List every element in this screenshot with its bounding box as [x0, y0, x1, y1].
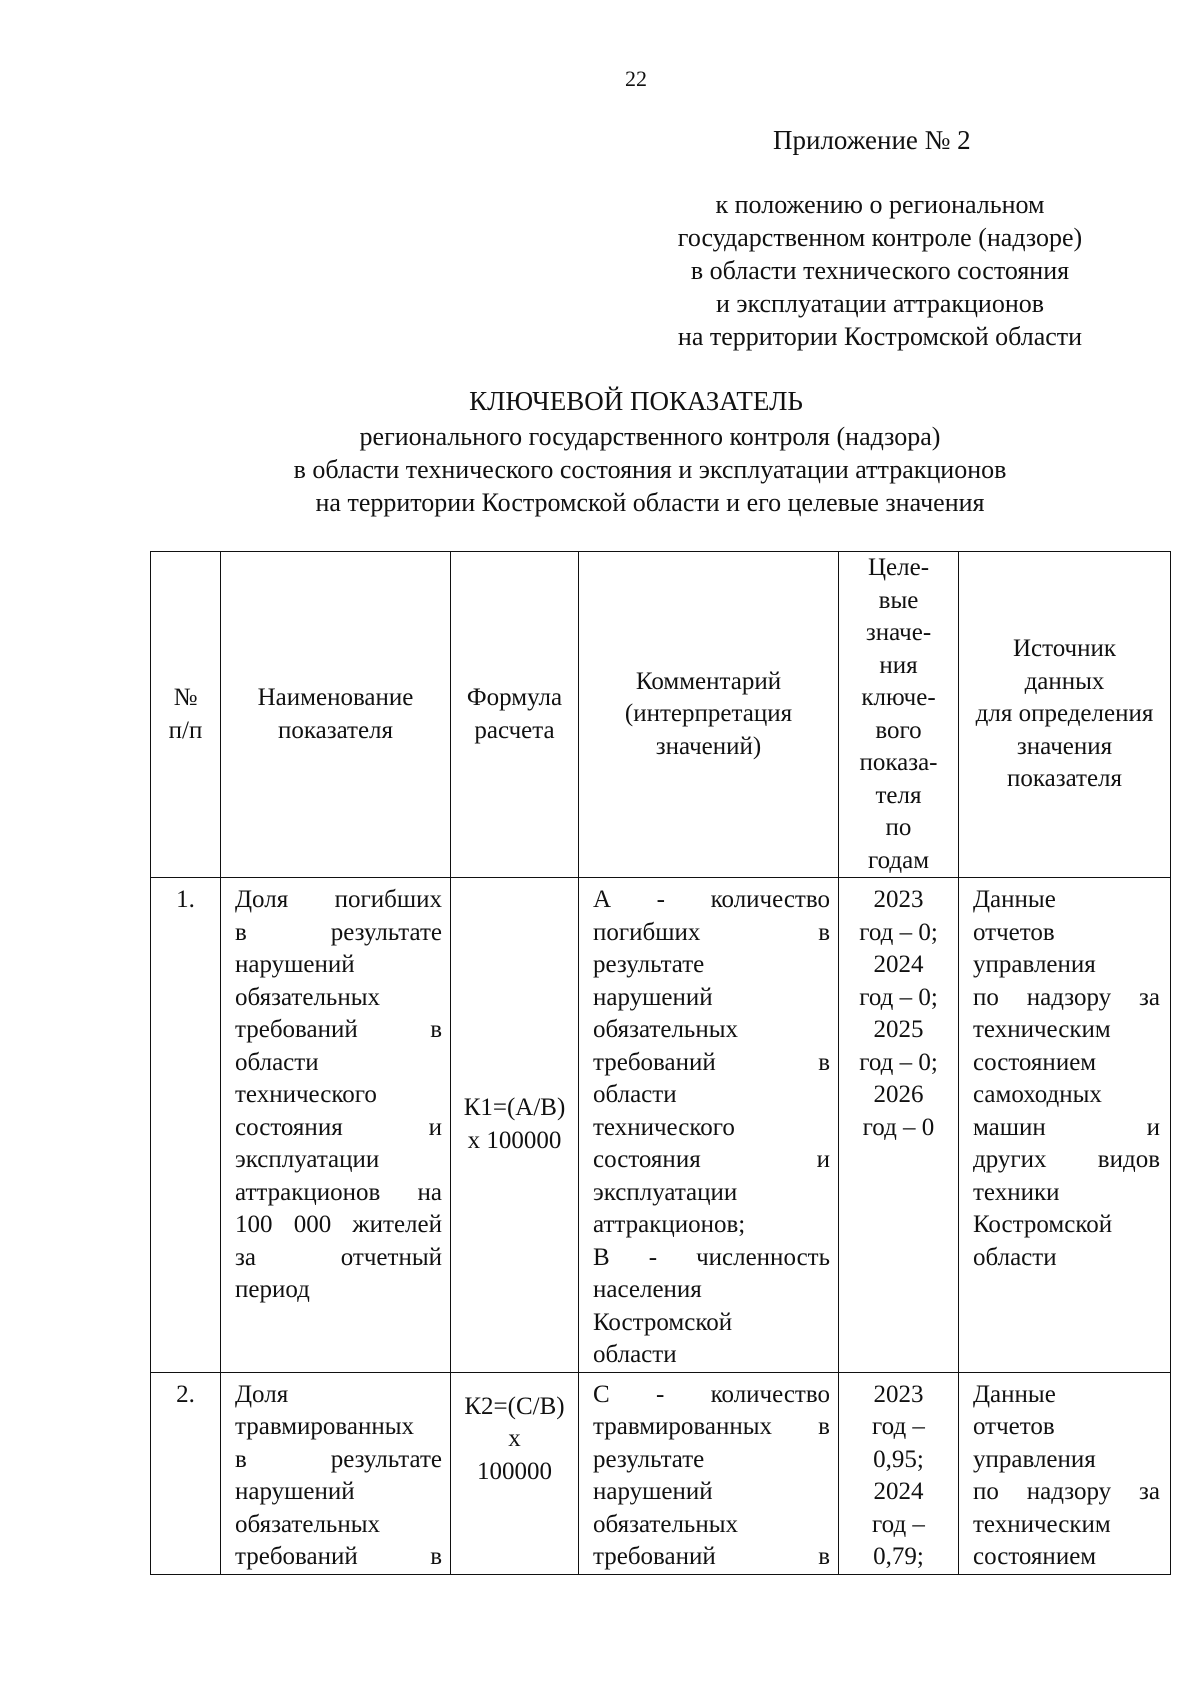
text-line: 100 000 жителей: [235, 1211, 442, 1238]
kpi-table: [150, 551, 1171, 1575]
header-source: [959, 552, 1171, 878]
text-line: Доля: [235, 1380, 289, 1408]
header-target-line: ния: [879, 651, 918, 679]
text-line: обязательных: [235, 1510, 380, 1538]
text-line: С - количество: [593, 1380, 830, 1408]
subtitle-line: регионального государственного контроля (надзора): [359, 422, 941, 451]
formula-line: 100000: [477, 1457, 552, 1485]
header-num: [151, 552, 221, 878]
text-line: самоходных: [973, 1081, 1102, 1108]
target-line: 2026: [873, 1081, 924, 1108]
calculation-formula: [451, 1372, 579, 1574]
text-line: нарушений: [235, 951, 355, 978]
document-title: КЛЮЧЕВОЙ ПОКАЗАТЕЛЬ: [469, 386, 803, 416]
row-number: 1.: [151, 878, 221, 1373]
header-target-line: показа-: [859, 749, 938, 776]
text-line: нарушений: [593, 1478, 713, 1505]
header-target-line: теля: [875, 781, 922, 809]
text-line: состоянием: [973, 1048, 1097, 1076]
text-line: по надзору за: [973, 1478, 1160, 1505]
text-line: Данные: [973, 1380, 1056, 1408]
text-line: техники: [973, 1178, 1060, 1206]
target-line: год – 0;: [859, 1048, 938, 1076]
header-source-line: значения: [1016, 732, 1113, 760]
target-line: год – 0;: [859, 983, 938, 1011]
text-line: требований в: [235, 1016, 442, 1043]
header-name: [221, 552, 451, 878]
data-source: [959, 1372, 1171, 1574]
text-line: в результате: [235, 918, 442, 946]
text-line: отчетов: [973, 918, 1055, 946]
header-name-line: показателя: [277, 716, 394, 744]
header-num-line: №: [173, 684, 198, 711]
text-line: травмированных: [235, 1413, 415, 1440]
header-comment: [579, 552, 839, 878]
target-line: 2023: [873, 1380, 924, 1408]
text-line: нарушений: [235, 1478, 355, 1505]
data-source: [959, 878, 1171, 1373]
appendix-line: на территории Костромской области: [677, 322, 1083, 351]
text-line: обязательных: [235, 983, 380, 1011]
subtitle-line: на территории Костромской области и его целевые значения: [315, 488, 985, 517]
target-line: 2025: [873, 1016, 924, 1043]
text-line: других видов: [973, 1146, 1160, 1173]
comment: [579, 1372, 839, 1574]
text-line: области: [973, 1243, 1057, 1271]
table-header-row: [151, 552, 1171, 878]
header-formula-line: расчета: [474, 716, 555, 744]
text-line: области: [235, 1048, 319, 1076]
text-line: А - количество: [593, 886, 830, 913]
text-line: технического: [593, 1113, 735, 1141]
header-comment-line: Комментарий: [635, 667, 782, 695]
appendix-line: государственном контроле (надзоре): [677, 223, 1083, 252]
text-line: техническим: [973, 1510, 1111, 1538]
formula-line: х: [508, 1425, 521, 1452]
target-line: 2024: [873, 1478, 924, 1505]
target-line: год –: [872, 1510, 925, 1538]
target-line: 0,79;: [873, 1543, 924, 1570]
header-target-line: по: [885, 814, 912, 841]
text-line: обязательных: [593, 1510, 738, 1538]
text-line: результате: [593, 1445, 705, 1473]
text-line: требований в: [593, 1543, 830, 1570]
target-line: год – 0: [862, 1113, 935, 1141]
header-source-line: для определения: [975, 700, 1154, 728]
header-target-line: годам: [867, 846, 930, 874]
appendix-line: в области технического состояния: [690, 256, 1070, 285]
header-formula: [451, 552, 579, 878]
row-number: 2.: [151, 1372, 221, 1574]
text-line: требований в: [235, 1543, 442, 1570]
text-line: Костромской: [973, 1211, 1113, 1238]
text-line: требований в: [593, 1048, 830, 1076]
text-line: В - численность: [593, 1243, 830, 1271]
target-line: 0,95;: [873, 1445, 924, 1473]
header-comment-line: значений): [655, 732, 762, 760]
text-line: травмированных в: [593, 1413, 830, 1440]
header-source-line: Источник: [1012, 635, 1117, 663]
text-line: период: [235, 1276, 310, 1303]
text-line: Доля погибших: [235, 886, 442, 913]
text-line: эксплуатации: [235, 1146, 380, 1173]
text-line: управления: [973, 1445, 1096, 1473]
target-values: [839, 1372, 959, 1574]
indicator-name: [221, 878, 451, 1373]
text-line: состояния и: [593, 1146, 830, 1173]
header-target-line: ключе-: [861, 684, 936, 711]
header-target-line: Целе-: [867, 554, 930, 581]
appendix-title: Приложение № 2: [773, 125, 971, 155]
text-line: обязательных: [593, 1016, 738, 1043]
header-source-line: данных: [1024, 667, 1105, 695]
text-line: нарушений: [593, 983, 713, 1011]
target-line: год –: [872, 1413, 925, 1440]
header-formula-line: Формула: [466, 684, 563, 711]
target-line: год – 0;: [859, 918, 938, 946]
text-line: машин и: [973, 1113, 1160, 1141]
appendix-subtitle: [600, 188, 1160, 353]
text-line: области: [593, 1341, 677, 1368]
calculation-formula: [451, 878, 579, 1373]
formula-line: К1=(А/В): [463, 1094, 566, 1122]
header-comment-line: (интерпретация: [624, 700, 793, 728]
header-target: [839, 552, 959, 878]
text-line: отчетов: [973, 1413, 1055, 1440]
table-row: [151, 878, 1171, 1373]
formula-line: х 100000: [467, 1126, 562, 1154]
text-line: за отчетный: [235, 1243, 442, 1271]
text-line: Данные: [973, 886, 1056, 913]
text-line: эксплуатации: [593, 1178, 738, 1206]
header-target-line: вого: [875, 716, 922, 744]
indicator-name: [221, 1372, 451, 1574]
text-line: состоянием: [973, 1543, 1097, 1570]
header-source-line: показателя: [1006, 765, 1123, 793]
text-line: в результате: [235, 1445, 442, 1473]
header-num-line: п/п: [168, 716, 203, 744]
text-line: Костромской: [593, 1308, 733, 1336]
text-line: результате: [593, 951, 705, 978]
formula-line: К2=(С/В): [464, 1392, 565, 1420]
target-line: 2024: [873, 951, 924, 978]
table-row: [151, 1372, 1171, 1574]
header-name-line: Наименование: [257, 684, 414, 711]
header-target-line: вые: [878, 586, 919, 614]
target-values: [839, 878, 959, 1373]
header-target-line: значе-: [865, 619, 932, 646]
text-line: аттракционов;: [593, 1211, 746, 1238]
comment: [579, 878, 839, 1373]
text-line: погибших в: [593, 918, 830, 946]
text-line: области: [593, 1081, 677, 1108]
target-line: 2023: [873, 886, 924, 913]
text-line: по надзору за: [973, 983, 1160, 1011]
text-line: аттракционов на: [235, 1178, 442, 1206]
text-line: техническим: [973, 1016, 1111, 1043]
text-line: состояния и: [235, 1113, 442, 1141]
text-line: населения: [593, 1276, 702, 1303]
document-subtitle: [150, 420, 1150, 519]
appendix-line: к положению о региональном: [715, 190, 1045, 219]
page-number: 22: [625, 66, 647, 91]
appendix-line: и эксплуатации аттракционов: [715, 289, 1045, 318]
text-line: технического: [235, 1081, 377, 1108]
subtitle-line: в области технического состояния и эксплуатации аттракционов: [293, 455, 1007, 484]
text-line: управления: [973, 951, 1096, 978]
